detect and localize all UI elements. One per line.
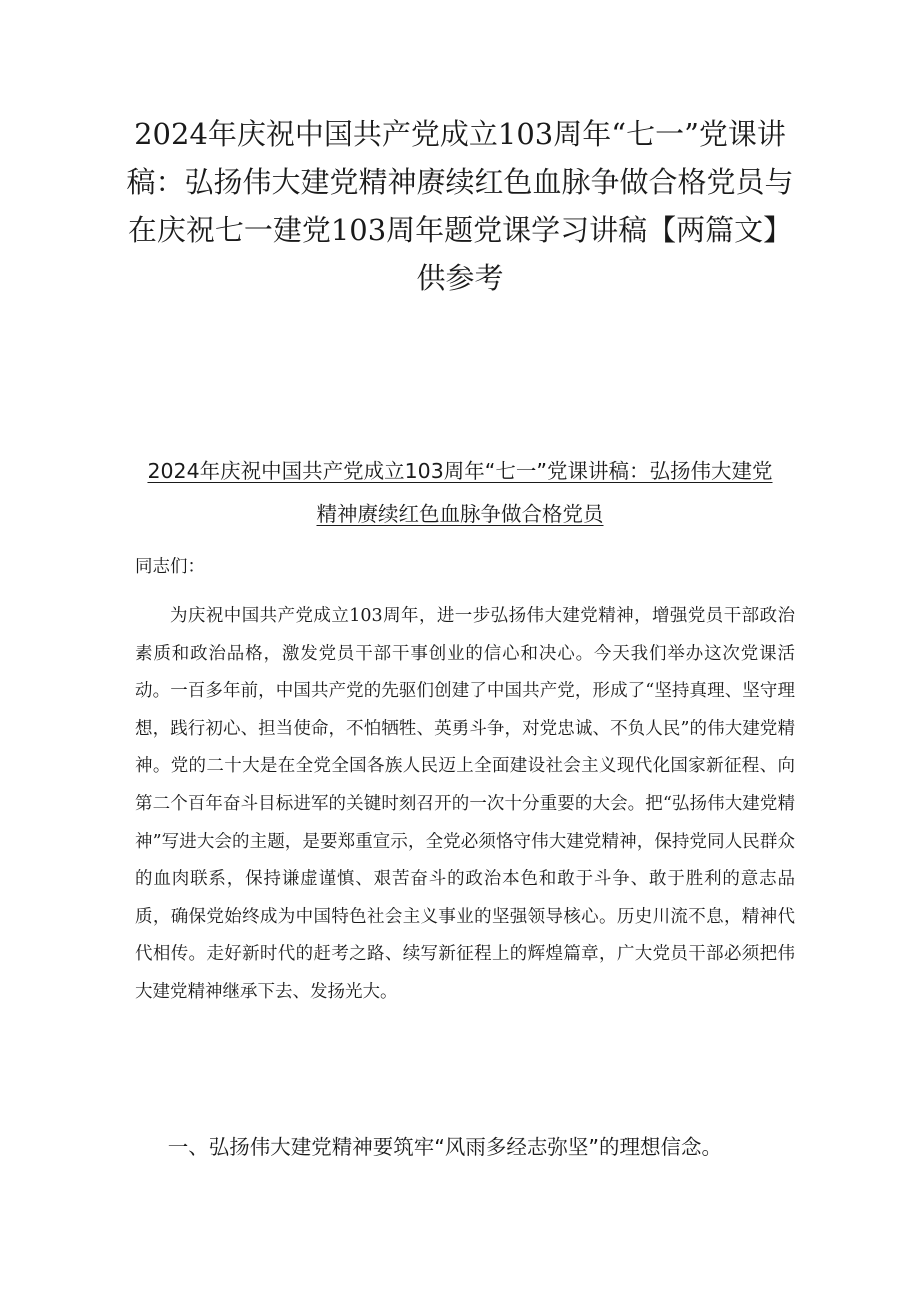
article-title: 2024年庆祝中国共产党成立103周年“七一”党课讲稿：弘扬伟大建党精神赓续红色血脉争做合格党员	[147, 459, 773, 526]
document-main-title: 2024年庆祝中国共产党成立103周年“七一”党课讲稿：弘扬伟大建党精神赓续红色血脉争做合格党员与在庆祝七一建党103周年题党课学习讲稿【两篇文】供参考	[126, 117, 794, 295]
section-heading-1: 一、弘扬伟大建党精神要筑牢“风雨多经志弥坚”的理想信念。	[167, 1135, 723, 1159]
salutation: 同志们：	[135, 557, 205, 577]
intro-paragraph: 为庆祝中国共产党成立103周年，进一步弘扬伟大建党精神，增强党员干部政治素质和政治品格，激发党员干部干事创业的信心和决心。今天我们举办这次党课活动。一百多年前，中国共产党的先驱们创建了中国共产党，形成了“坚持真理、坚守理想，践行初心、担当使命，不怕牺牲、英勇斗争，对党忠诚、不负人民”的伟大建党精神。党的二十大是在全党全国各族人民迈上全面建设社会主义现代化国家新征程、向第二个百年奋斗目标进军的关键时刻召开的一次十分重要的大会。把“弘扬伟大建党精神”写进大会的主题，是要郑重宣示，全党必须恪守伟大建党精神，保持党同人民群众的血肉联系，保持谦虚谨慎、艰苦奋斗的政治本色和敢于斗争、敢于胜利的意志品质，确保党始终成为中国特色社会主义事业的坚强领导核心。历史川流不息，精神代代相传。走好新时代的赶考之路、续写新征程上的辉煌篇章，广大党员干部必须把伟大建党精神继承下去、发扬光大。	[135, 606, 795, 1002]
